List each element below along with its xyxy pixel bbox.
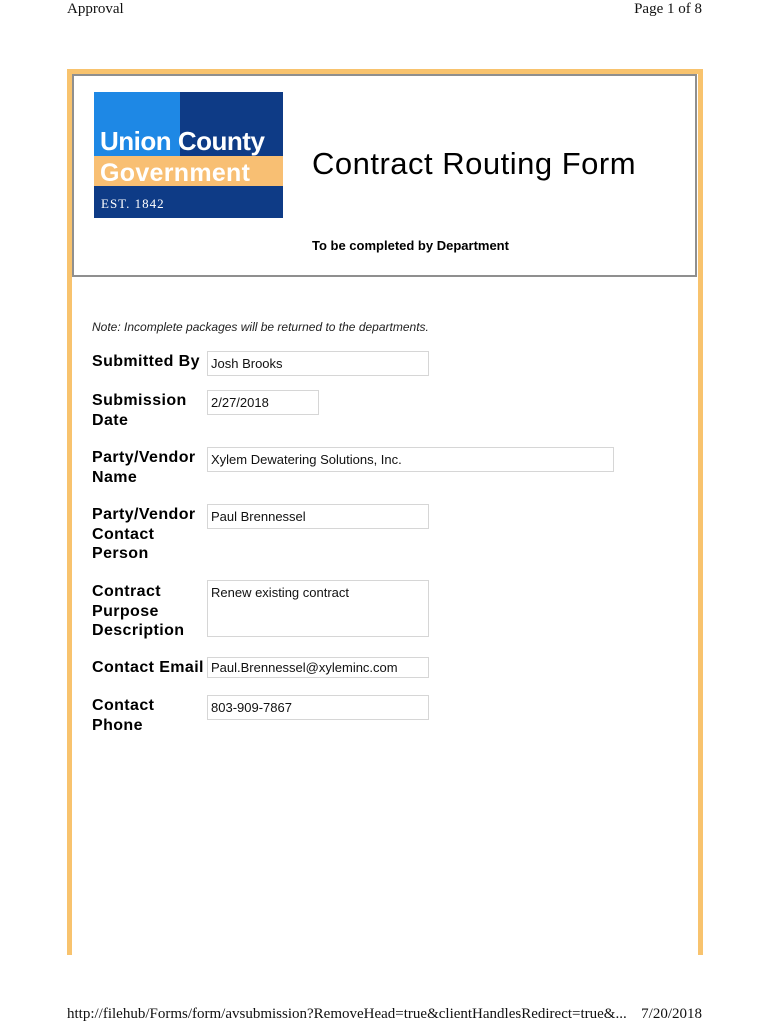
vendor-name-label: Party/Vendor Name [92,449,196,486]
contract-purpose-label: Contract Purpose Description [92,583,185,639]
contact-phone-label: Contact Phone [92,697,155,734]
submission-date-label: Submission Date [92,392,187,429]
vendor-contact-label: Party/Vendor Contact Person [92,506,196,562]
submitted-by-field[interactable]: Josh Brooks [207,351,429,376]
contact-phone-field[interactable]: 803-909-7867 [207,695,429,720]
submitted-by-label: Submitted By [92,353,200,370]
union-county-logo [94,92,283,218]
submission-date-field[interactable]: 2/27/2018 [207,390,319,415]
logo-line-3: EST. 1842 [101,196,165,211]
page-title: Contract Routing Form [312,146,637,181]
contact-email-label: Contact Email [92,659,204,676]
logo-line-2: Government [100,159,251,187]
print-header-page-number: Page 1 of 8 [634,1,702,17]
contract-purpose-field[interactable]: Renew existing contract [207,580,429,637]
vendor-name-field[interactable]: Xylem Dewatering Solutions, Inc. [207,447,614,472]
print-footer-url: http://filehub/Forms/form/avsubmission?RemoveHead=true&clientHandlesRedirect=true&... [67,1006,627,1022]
page-subtitle: To be completed by Department [312,238,509,253]
print-header-left: Approval [67,1,124,17]
incomplete-note: Note: Incomplete packages will be returned to the departments. [92,320,429,334]
vendor-contact-field[interactable]: Paul Brennessel [207,504,429,529]
print-footer-date: 7/20/2018 [641,1006,702,1022]
contact-email-field[interactable]: Paul.Brennessel@xyleminc.com [207,657,429,678]
logo-line-1: Union County [100,126,265,156]
